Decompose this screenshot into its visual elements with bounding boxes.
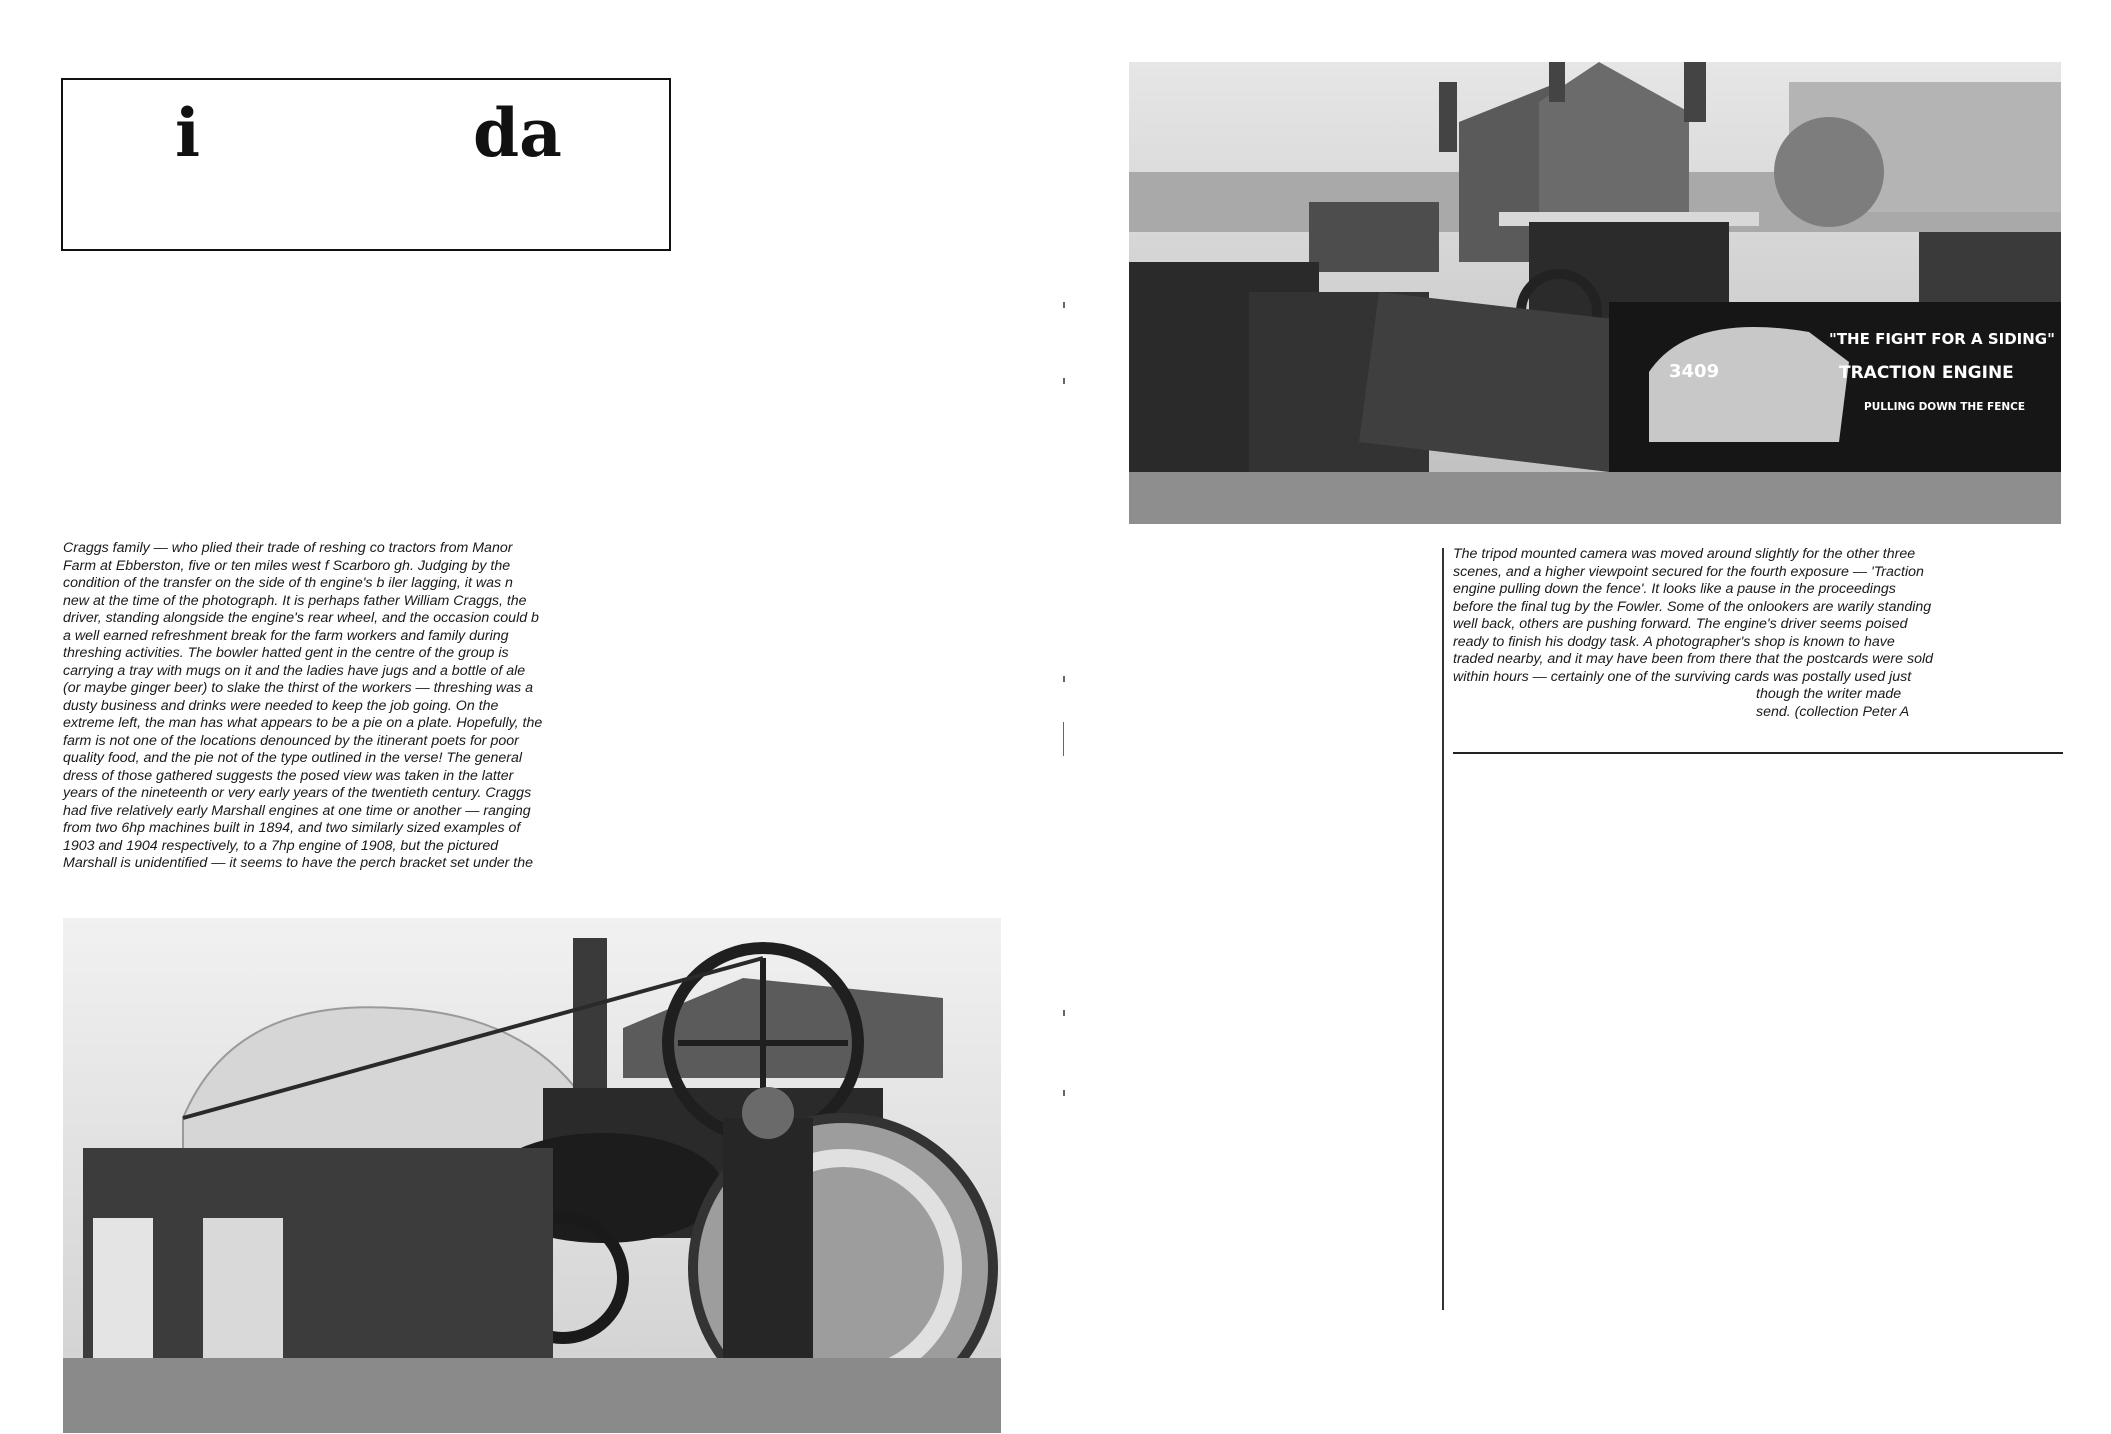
text-line: dusty business and drinks were needed to keep the job going. On the bbox=[63, 697, 499, 714]
right-body-text bbox=[1453, 546, 2073, 721]
margin-mark bbox=[1063, 722, 1064, 756]
text-line: before the final tug by the Fowler. Some of the onlookers are warily standing bbox=[1453, 598, 1932, 615]
text-line: driver, standing alongside the engine's rear wheel, and the occasion could b bbox=[63, 610, 539, 626]
text-line: condition of the transfer on the side of th engine's b iler lagging, it was n bbox=[63, 575, 513, 591]
text-line: (or maybe ginger beer) to slake the thirst of the workers — threshing was a bbox=[63, 680, 533, 696]
photo-illustration bbox=[63, 918, 1001, 1433]
margin-mark bbox=[1063, 378, 1065, 384]
photo-illustration bbox=[1129, 62, 2061, 524]
text-line: quality food, and the pie not of the type outlined in the verse! The general bbox=[63, 750, 523, 766]
text-line: from two 6hp machines built in 1894, and two similarly sized examples of bbox=[63, 820, 521, 836]
engine-number: 3409 bbox=[1669, 361, 1720, 382]
margin-mark bbox=[1063, 1010, 1065, 1016]
text-line: scenes, and a higher viewpoint secured for the fourth exposure — 'Traction bbox=[1453, 563, 1924, 580]
text-line: threshing activities. The bowler hatted gent in the centre of the group is bbox=[63, 645, 509, 661]
text-line: Marshall is unidentified — it seems to have the perch bracket set under the bbox=[63, 855, 534, 871]
text-line: 1903 and 1904 respectively, to a 7hp engine of 1908, but the pictured bbox=[63, 837, 499, 854]
title-word: i bbox=[175, 94, 201, 172]
text-line: send. (collection Peter A bbox=[1756, 703, 1910, 720]
photo-caption-line: PULLING DOWN THE FENCE bbox=[1864, 401, 2026, 413]
photo-caption-line: TRACTION ENGINE bbox=[1839, 363, 2014, 383]
photo-marshall-engine-workers bbox=[63, 918, 1001, 1433]
text-line: traded nearby, and it may have been from there that the postcards were sold bbox=[1453, 651, 1934, 667]
margin-mark bbox=[1063, 302, 1065, 308]
text-line: carrying a tray with mugs on it and the ladies have jugs and a bottle of ale bbox=[63, 662, 526, 679]
text-line: The tripod mounted camera was moved around slightly for the other three bbox=[1453, 546, 1916, 562]
text-line: well back, others are pushing forward. The engine's driver seems poised bbox=[1453, 616, 1908, 632]
title-box bbox=[61, 78, 671, 251]
text-line: a well earned refreshment break for the farm workers and family during bbox=[63, 627, 509, 644]
text-line: ready to finish his dodgy task. A photographer's shop is known to have bbox=[1453, 633, 1895, 650]
title-word: da bbox=[473, 94, 562, 172]
horizontal-rule bbox=[1453, 752, 2063, 754]
text-line: new at the time of the photograph. It is perhaps father William Craggs, the bbox=[63, 592, 527, 609]
text-line: dress of those gathered suggests the posed view was taken in the latter bbox=[63, 767, 514, 784]
text-line: had five relatively early Marshall engines at one time or another — ranging bbox=[63, 802, 531, 819]
text-line: within hours — certainly one of the surviving cards was postally used just bbox=[1453, 668, 1912, 685]
text-line: years of the nineteenth or very early years of the twentieth century. Craggs bbox=[63, 785, 532, 801]
text-line: farm is not one of the locations denounced by the itinerant poets for poor bbox=[63, 732, 519, 749]
text-line: extreme left, the man has what appears to be a pie on a plate. Hopefully, the bbox=[63, 715, 543, 731]
left-body-text bbox=[63, 540, 683, 873]
margin-mark bbox=[1063, 676, 1065, 682]
text-line: Craggs family — who plied their trade of reshing co tractors from Manor bbox=[63, 540, 513, 556]
text-line: though the writer made bbox=[1756, 686, 1902, 702]
vertical-rule bbox=[1442, 548, 1444, 1310]
photo-caption-line: "THE FIGHT FOR A SIDING" bbox=[1829, 330, 2055, 348]
text-line: engine pulling down the fence'. It looks like a pause in the proceedings bbox=[1453, 581, 1896, 597]
margin-mark bbox=[1063, 1090, 1065, 1096]
photo-traction-engine-fence bbox=[1129, 62, 2061, 524]
text-line: Farm at Ebberston, five or ten miles west f Scarboro gh. Judging by the bbox=[63, 557, 511, 574]
